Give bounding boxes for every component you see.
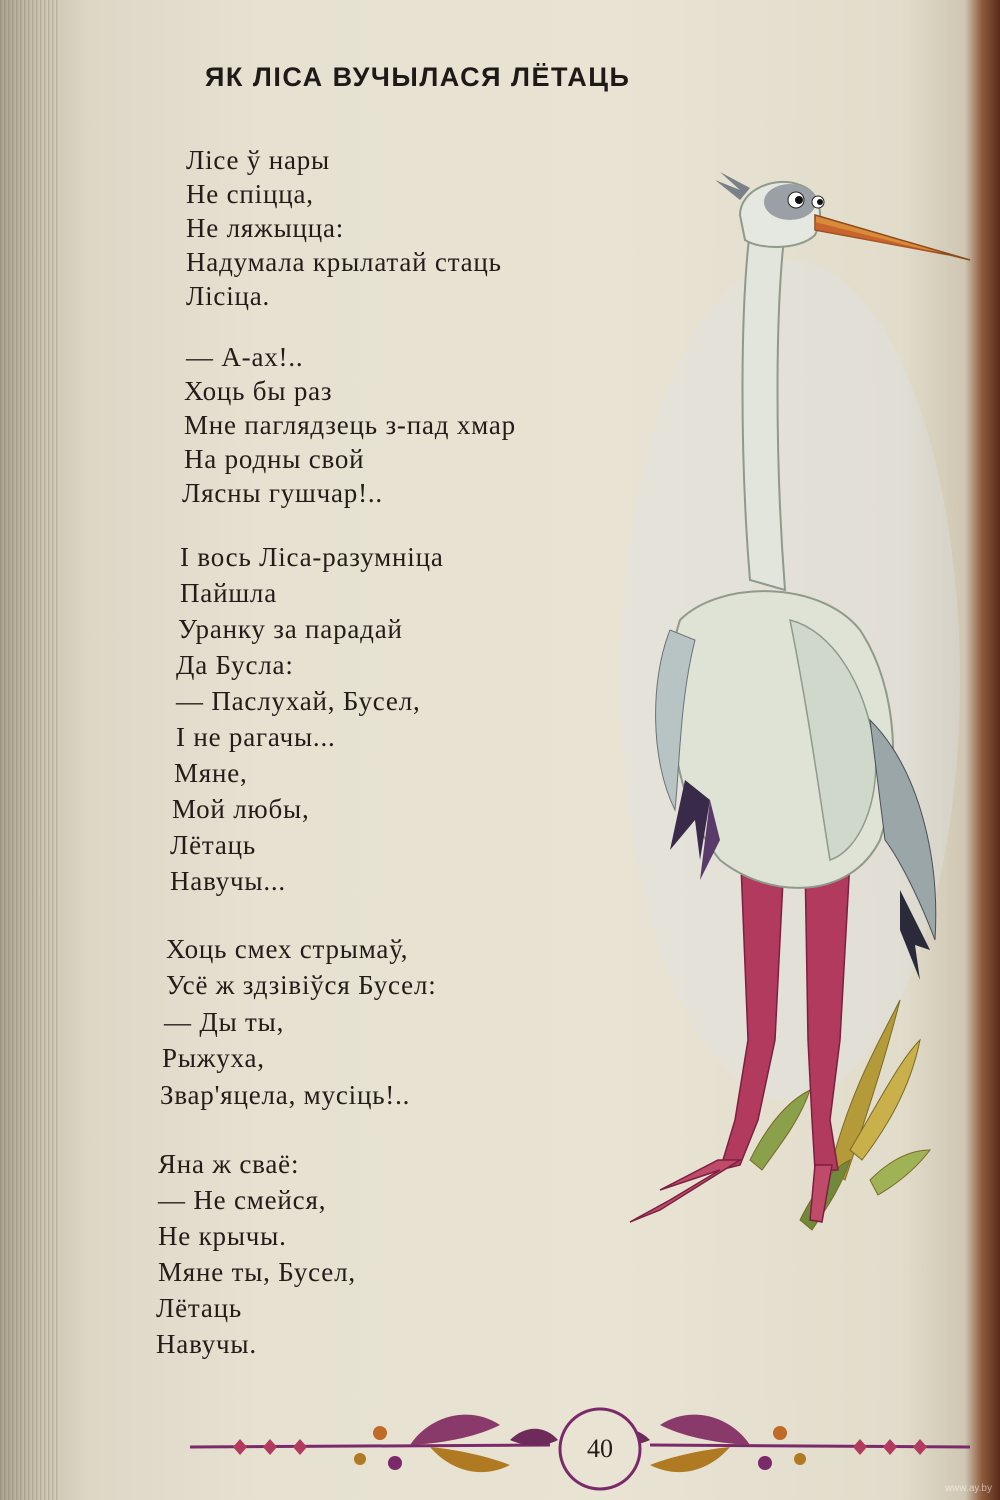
diamond — [233, 1439, 247, 1455]
berry — [758, 1456, 772, 1470]
poem-line: Навучы. — [156, 1329, 257, 1359]
poem-line: І не рагачы... — [176, 722, 336, 752]
page-edge — [0, 0, 60, 1500]
ornament-diamonds-right — [853, 1439, 927, 1455]
poem-line: Пайшла — [180, 578, 277, 608]
diamond — [883, 1439, 897, 1455]
poem-line: Лётаць — [170, 830, 256, 860]
poem-line: Мяне ты, Бусел, — [158, 1257, 356, 1287]
pupil — [817, 199, 823, 205]
berry — [773, 1426, 787, 1440]
poem-line: Мне паглядзець з-пад хмар — [184, 410, 516, 440]
poem-line: Звар'яцела, мусіць!.. — [160, 1080, 411, 1110]
poem-line: На родны свой — [184, 444, 365, 474]
poem-line: Да Бусла: — [176, 650, 294, 680]
berry — [388, 1456, 402, 1470]
poem-line: Хоць бы раз — [184, 376, 333, 406]
poem-line: Лясны гушчар!.. — [182, 478, 383, 508]
berry — [794, 1453, 806, 1465]
poem-line: Рыжуха, — [162, 1043, 265, 1073]
leaf — [410, 1415, 500, 1445]
poem-line: Уранку за парадай — [178, 614, 403, 644]
ornament-leaves-left — [354, 1415, 558, 1473]
poem-line: Усё ж здзівіўся Бусел: — [166, 970, 437, 1000]
ornament-diamonds-left — [233, 1439, 307, 1455]
poem-line: Мой любы, — [172, 794, 310, 824]
poem-line: І вось Ліса-разумніца — [180, 542, 444, 572]
page-number: 40 — [587, 1434, 613, 1463]
leaf — [660, 1415, 750, 1445]
poem-line: Хоць смех стрымаў, — [166, 934, 409, 964]
poem-line: Навучы... — [170, 866, 286, 896]
berry — [354, 1453, 366, 1465]
pupil — [795, 196, 803, 204]
poem-line: Надумала крылатай стаць — [186, 247, 502, 277]
leaf — [430, 1447, 510, 1472]
poem-line: — Паслухай, Бусел, — [176, 686, 421, 716]
poem-line: — А-ах!.. — [186, 342, 304, 372]
page-title: ЯК ЛІСА ВУЧЫЛАСЯ ЛЁТАЦЬ — [205, 62, 631, 92]
poem-line: — Не смейся, — [158, 1185, 327, 1215]
beak — [815, 215, 970, 260]
poem-line: Лісіца. — [186, 281, 271, 311]
diamond — [263, 1439, 277, 1455]
stork-illustration — [600, 160, 990, 1280]
leaf — [650, 1447, 730, 1472]
diamond — [913, 1439, 927, 1455]
poem-line: Яна ж сваё: — [158, 1149, 300, 1179]
poem-line: Мяне, — [174, 758, 248, 788]
poem-line: — Ды ты, — [164, 1007, 285, 1037]
diamond — [853, 1439, 867, 1455]
poem-line: Лісе ў нары — [186, 145, 330, 175]
poem-line: Не ляжыцца: — [186, 213, 345, 243]
poem-line: Не крычы. — [158, 1221, 287, 1251]
berry — [373, 1426, 387, 1440]
poem-line: Не спіцца, — [186, 179, 314, 209]
diamond — [293, 1439, 307, 1455]
crest — [715, 172, 750, 200]
poem-line: Лётаць — [156, 1293, 242, 1323]
watermark: www.ay.by — [944, 1483, 992, 1494]
left-foot — [630, 1160, 740, 1222]
reed-leaf — [870, 1150, 930, 1195]
